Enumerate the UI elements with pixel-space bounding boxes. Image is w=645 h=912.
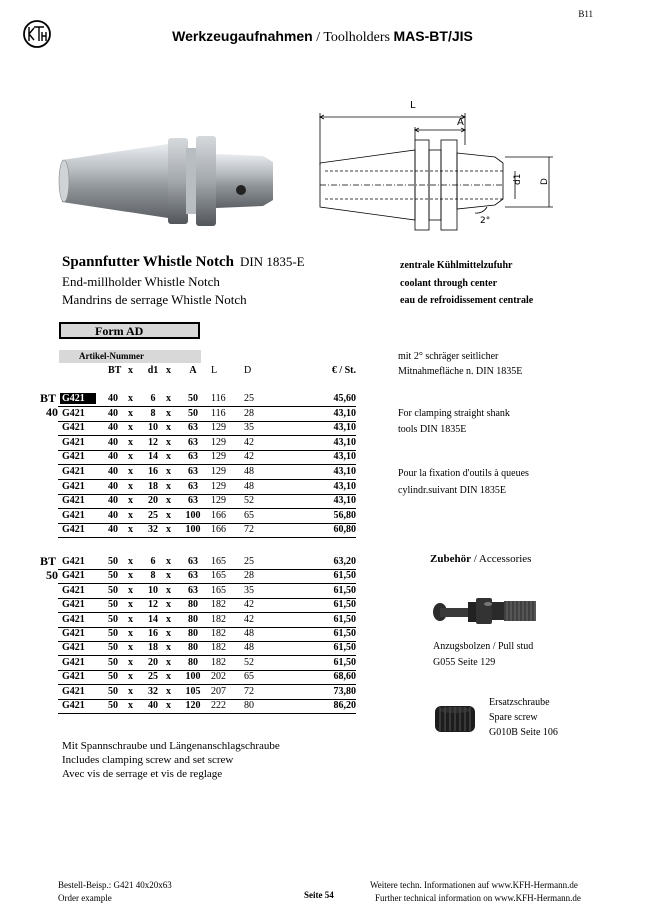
d1-cell: 16 [148, 466, 158, 477]
x-separator: x [128, 613, 133, 625]
l-cell: 182 [211, 628, 226, 639]
a-cell: 63 [188, 495, 198, 507]
title-std: MAS-BT/JIS [393, 28, 473, 44]
x-separator: x [166, 524, 171, 536]
order-example-en: Order example [58, 893, 112, 903]
price-cell: 68,60 [333, 671, 356, 683]
dim-D-label: D [540, 178, 550, 185]
pull-stud-image [430, 592, 542, 626]
d1-cell: 14 [148, 613, 158, 625]
d1-cell: 6 [150, 556, 156, 567]
x-separator: x [166, 436, 171, 448]
bt-cell: 50 [108, 671, 118, 683]
price-cell: 43,10 [333, 466, 356, 477]
d-cell: 48 [244, 480, 254, 492]
article-number-header: Artikel-Nummer [59, 350, 201, 363]
product-name-fr: Mandrins de serrage Whistle Notch [62, 292, 247, 307]
a-cell: 120 [185, 700, 201, 711]
bt-cell: 40 [108, 466, 118, 477]
article-number-cell: G421 [62, 451, 85, 463]
info-de: Weitere techn. Informationen auf www.KFH-Hermann.de [370, 880, 578, 890]
d-cell: 72 [244, 524, 254, 536]
d1-cell: 18 [148, 480, 158, 492]
d-cell: 35 [244, 422, 254, 434]
note-fr-1: Pour la fixation d'outils à queues [398, 468, 529, 479]
d-cell: 42 [244, 451, 254, 463]
table-row [58, 555, 356, 570]
x-separator: x [128, 509, 133, 521]
info-en: Further technical information on www.KFH-Hermann.de [375, 893, 581, 903]
d-cell: 28 [244, 570, 254, 582]
d-cell: 25 [244, 393, 254, 404]
product-name-en: End-millholder Whistle Notch [62, 274, 220, 289]
d-cell: 35 [244, 584, 254, 596]
x-separator: x [166, 671, 171, 683]
order-example-de: Bestell-Beisp.: G421 40x20x63 [58, 880, 172, 890]
x-separator: x [166, 407, 171, 419]
article-number-cell: G421 [62, 509, 85, 521]
bt-cell: 50 [108, 685, 118, 697]
price-cell: 61,50 [333, 628, 356, 639]
l-cell: 165 [211, 570, 226, 582]
col-d1-header: d1 [147, 365, 159, 376]
article-number-cell: G421 [62, 671, 85, 683]
coolant-en: coolant through center [400, 278, 498, 289]
d1-cell: 20 [148, 656, 158, 668]
bt-cell: 50 [108, 613, 118, 625]
table-row [58, 598, 356, 613]
x-separator: x [128, 671, 133, 683]
col-price-header: € / St. [331, 365, 356, 376]
article-number-cell: G421 [62, 642, 85, 654]
article-number-cell: G421 [62, 584, 85, 596]
a-cell: 80 [188, 656, 198, 668]
includes-en: Includes clamping screw and set screw [62, 754, 234, 766]
d1-cell: 20 [148, 495, 158, 507]
l-cell: 116 [211, 407, 226, 419]
l-cell: 129 [211, 495, 226, 507]
table-row [58, 436, 356, 451]
x-separator: x [128, 570, 133, 582]
table-row [58, 480, 356, 495]
product-din: DIN 1835-E [239, 254, 305, 269]
includes-de: Mit Spannschraube und Längenanschlagschraube [62, 740, 280, 752]
x-separator: x [128, 556, 133, 567]
x-separator: x [128, 422, 133, 434]
l-cell: 166 [211, 509, 226, 521]
x-separator: x [128, 599, 133, 611]
x-separator: x [166, 556, 171, 567]
article-number-cell: G421 [62, 656, 85, 668]
table-row [58, 523, 356, 538]
l-cell: 129 [211, 466, 226, 477]
x-separator: x [166, 393, 171, 404]
spare-screw-ref: G010B Seite 106 [489, 727, 558, 738]
a-cell: 63 [188, 570, 198, 582]
x-separator: x [128, 480, 133, 492]
d1-cell: 12 [148, 599, 158, 611]
price-cell: 73,80 [333, 685, 356, 697]
l-cell: 207 [211, 685, 226, 697]
l-cell: 182 [211, 642, 226, 654]
price-cell: 43,10 [333, 495, 356, 507]
table-row [58, 465, 356, 480]
x-separator: x [128, 524, 133, 536]
group-bt50-label: BT [40, 554, 57, 568]
a-cell: 80 [188, 628, 198, 639]
table-row [58, 407, 356, 422]
a-cell: 63 [188, 436, 198, 448]
article-number-cell: G421 [62, 613, 85, 625]
x-separator: x [128, 451, 133, 463]
bt-cell: 50 [108, 584, 118, 596]
pull-stud-label: Anzugsbolzen / Pull stud [433, 641, 534, 652]
x-separator: x [166, 685, 171, 697]
title-en: Toolholders [323, 30, 391, 45]
price-cell: 61,50 [333, 584, 356, 596]
l-cell: 222 [211, 700, 226, 711]
d-cell: 65 [244, 509, 254, 521]
article-number-cell: G421 [62, 628, 85, 639]
table-row [58, 421, 356, 436]
d1-cell: 32 [148, 524, 158, 536]
article-number-cell: G421 [62, 466, 85, 477]
note-en-2: tools DIN 1835E [398, 424, 467, 435]
bt-cell: 40 [108, 407, 118, 419]
d-cell: 25 [244, 556, 254, 567]
article-number-cell: G421 [62, 422, 85, 434]
spare-screw-en: Spare screw [489, 712, 538, 723]
d-cell: 48 [244, 466, 254, 477]
dim-angle-label: 2° [480, 216, 491, 226]
col-x-header: x [128, 365, 133, 376]
table-row [58, 392, 356, 407]
l-cell: 165 [211, 584, 226, 596]
x-separator: x [166, 570, 171, 582]
price-cell: 86,20 [333, 700, 356, 711]
a-cell: 100 [185, 671, 201, 683]
d-cell: 48 [244, 642, 254, 654]
article-number-cell: G421 [62, 495, 85, 507]
article-number-cell: G421 [62, 685, 85, 697]
l-cell: 166 [211, 524, 226, 536]
x-separator: x [166, 642, 171, 654]
x-separator: x [166, 480, 171, 492]
d-cell: 28 [244, 407, 254, 419]
l-cell: 165 [211, 556, 226, 567]
accessories-title [430, 553, 531, 565]
price-cell: 56,80 [333, 509, 356, 521]
d1-cell: 10 [148, 584, 158, 596]
table-row [58, 670, 356, 685]
x-separator: x [128, 466, 133, 477]
price-cell: 61,50 [333, 656, 356, 668]
table-row [58, 584, 356, 599]
form-label-box: Form AD [59, 322, 200, 339]
d-cell: 80 [244, 700, 254, 711]
x-separator: x [166, 466, 171, 477]
x-separator: x [128, 393, 133, 404]
table-row [58, 569, 356, 584]
spare-screw-image [432, 702, 478, 736]
l-cell: 182 [211, 599, 226, 611]
accessories-title-sep: / [470, 553, 479, 565]
price-cell: 61,50 [333, 570, 356, 582]
l-cell: 202 [211, 671, 226, 683]
l-cell: 116 [211, 393, 226, 404]
l-cell: 129 [211, 436, 226, 448]
product-name-de-text: Spannfutter Whistle Notch [62, 254, 234, 270]
d-cell: 52 [244, 656, 254, 668]
d-cell: 42 [244, 599, 254, 611]
x-separator: x [128, 628, 133, 639]
a-cell: 105 [185, 685, 201, 697]
bt-cell: 40 [108, 524, 118, 536]
d-cell: 42 [244, 613, 254, 625]
note-de-1: mit 2° schräger seitlicher [398, 351, 499, 362]
accessories-title-de: Zubehör [430, 553, 471, 565]
dim-d1-label: d1 [513, 173, 523, 185]
x-separator: x [128, 700, 133, 711]
x-separator: x [128, 656, 133, 668]
d1-cell: 6 [150, 393, 156, 404]
a-cell: 50 [188, 407, 198, 419]
bt-cell: 40 [108, 422, 118, 434]
x-separator: x [166, 628, 171, 639]
x-separator: x [128, 407, 133, 419]
table-row [58, 699, 356, 714]
group-bt40-label: BT [40, 391, 57, 405]
table-row [58, 656, 356, 671]
x-separator: x [128, 495, 133, 507]
d1-cell: 25 [148, 671, 158, 683]
d-cell: 52 [244, 495, 254, 507]
bt-cell: 40 [108, 495, 118, 507]
d1-cell: 25 [148, 509, 158, 521]
price-cell: 43,10 [333, 436, 356, 448]
article-number-cell: G421 [62, 480, 85, 492]
group-bt50-num: 50 [46, 568, 58, 582]
d1-cell: 8 [150, 570, 156, 582]
d1-cell: 8 [150, 407, 156, 419]
table-row [58, 450, 356, 465]
a-cell: 63 [188, 556, 198, 567]
bt-cell: 50 [108, 570, 118, 582]
price-cell: 60,80 [333, 524, 356, 536]
article-number-cell: G421 [60, 393, 96, 404]
col-l-header: L [211, 365, 218, 376]
bt-cell: 40 [108, 393, 118, 404]
toolholder-photo [58, 130, 283, 230]
bt-cell: 40 [108, 451, 118, 463]
d-cell: 42 [244, 436, 254, 448]
article-number-cell: G421 [62, 436, 85, 448]
table-row [58, 509, 356, 524]
price-cell: 61,50 [333, 642, 356, 654]
a-cell: 50 [188, 393, 198, 404]
note-en-1: For clamping straight shank [398, 408, 510, 419]
table-row [58, 685, 356, 700]
a-cell: 80 [188, 599, 198, 611]
price-cell: 63,20 [333, 556, 356, 567]
page-title [0, 28, 645, 46]
article-number-cell: G421 [62, 556, 85, 567]
a-cell: 80 [188, 642, 198, 654]
a-cell: 100 [185, 509, 201, 521]
col-x-header: x [166, 365, 171, 376]
a-cell: 63 [188, 584, 198, 596]
bt-cell: 50 [108, 642, 118, 654]
dim-A-label: A [457, 117, 464, 128]
price-cell: 43,10 [333, 480, 356, 492]
x-separator: x [166, 584, 171, 596]
table-header-row [58, 364, 356, 378]
note-de-2: Mitnahmefläche n. DIN 1835E [398, 366, 523, 377]
dim-L-label: L [410, 100, 416, 111]
col-bt-header: BT [108, 365, 122, 376]
group-bt40-num: 40 [46, 405, 58, 419]
bt-cell: 50 [108, 556, 118, 567]
x-separator: x [166, 422, 171, 434]
d1-cell: 10 [148, 422, 158, 434]
price-cell: 45,60 [333, 393, 356, 404]
a-cell: 63 [188, 466, 198, 477]
x-separator: x [128, 584, 133, 596]
d-cell: 65 [244, 671, 254, 683]
article-number-cell: G421 [62, 524, 85, 536]
price-cell: 43,10 [333, 407, 356, 419]
l-cell: 182 [211, 613, 226, 625]
price-cell: 43,10 [333, 422, 356, 434]
x-separator: x [166, 599, 171, 611]
note-fr-2: cylindr.suivant DIN 1835E [398, 485, 507, 496]
l-cell: 129 [211, 480, 226, 492]
d-cell: 72 [244, 685, 254, 697]
bt-cell: 40 [108, 480, 118, 492]
accessories-title-en: Accessories [478, 553, 532, 565]
d1-cell: 14 [148, 451, 158, 463]
price-cell: 61,50 [333, 599, 356, 611]
x-separator: x [166, 495, 171, 507]
l-cell: 129 [211, 451, 226, 463]
a-cell: 100 [185, 524, 201, 536]
article-number-cell: G421 [62, 570, 85, 582]
title-de: Werkzeugaufnahmen [172, 28, 313, 44]
spare-screw-de: Ersatzschraube [489, 697, 550, 708]
d1-cell: 12 [148, 436, 158, 448]
table-row [58, 613, 356, 628]
a-cell: 80 [188, 613, 198, 625]
bt-cell: 40 [108, 436, 118, 448]
bt-cell: 50 [108, 700, 118, 711]
d1-cell: 16 [148, 628, 158, 639]
a-cell: 63 [188, 451, 198, 463]
x-separator: x [166, 656, 171, 668]
bt-cell: 50 [108, 656, 118, 668]
x-separator: x [166, 451, 171, 463]
coolant-de: zentrale Kühlmittelzufuhr [400, 260, 513, 271]
a-cell: 63 [188, 422, 198, 434]
pull-stud-ref: G055 Seite 129 [433, 657, 496, 668]
d1-cell: 32 [148, 685, 158, 697]
table-row [58, 641, 356, 656]
col-d-header: D [244, 365, 252, 376]
price-cell: 43,10 [333, 451, 356, 463]
includes-fr: Avec vis de serrage et vis de reglage [62, 768, 223, 780]
bt-cell: 40 [108, 509, 118, 521]
x-separator: x [128, 642, 133, 654]
article-number-cell: G421 [62, 700, 85, 711]
x-separator: x [128, 685, 133, 697]
d-cell: 48 [244, 628, 254, 639]
page-number: Seite 54 [304, 890, 334, 900]
l-cell: 182 [211, 656, 226, 668]
x-separator: x [166, 509, 171, 521]
d1-cell: 18 [148, 642, 158, 654]
x-separator: x [128, 436, 133, 448]
coolant-fr: eau de refroidissement centrale [400, 295, 534, 306]
bt-cell: 50 [108, 599, 118, 611]
a-cell: 63 [188, 480, 198, 492]
article-number-cell: G421 [62, 599, 85, 611]
article-number-cell: G421 [62, 407, 85, 419]
product-name-de [62, 254, 305, 271]
x-separator: x [166, 700, 171, 711]
technical-drawing [315, 95, 565, 235]
d1-cell: 40 [148, 700, 158, 711]
l-cell: 129 [211, 422, 226, 434]
title-sep: / [312, 30, 324, 45]
table-row [58, 494, 356, 509]
table-row [58, 627, 356, 642]
price-cell: 61,50 [333, 613, 356, 625]
page-code: B11 [578, 9, 593, 19]
bt-cell: 50 [108, 628, 118, 639]
x-separator: x [166, 613, 171, 625]
col-a-header: A [189, 365, 197, 376]
